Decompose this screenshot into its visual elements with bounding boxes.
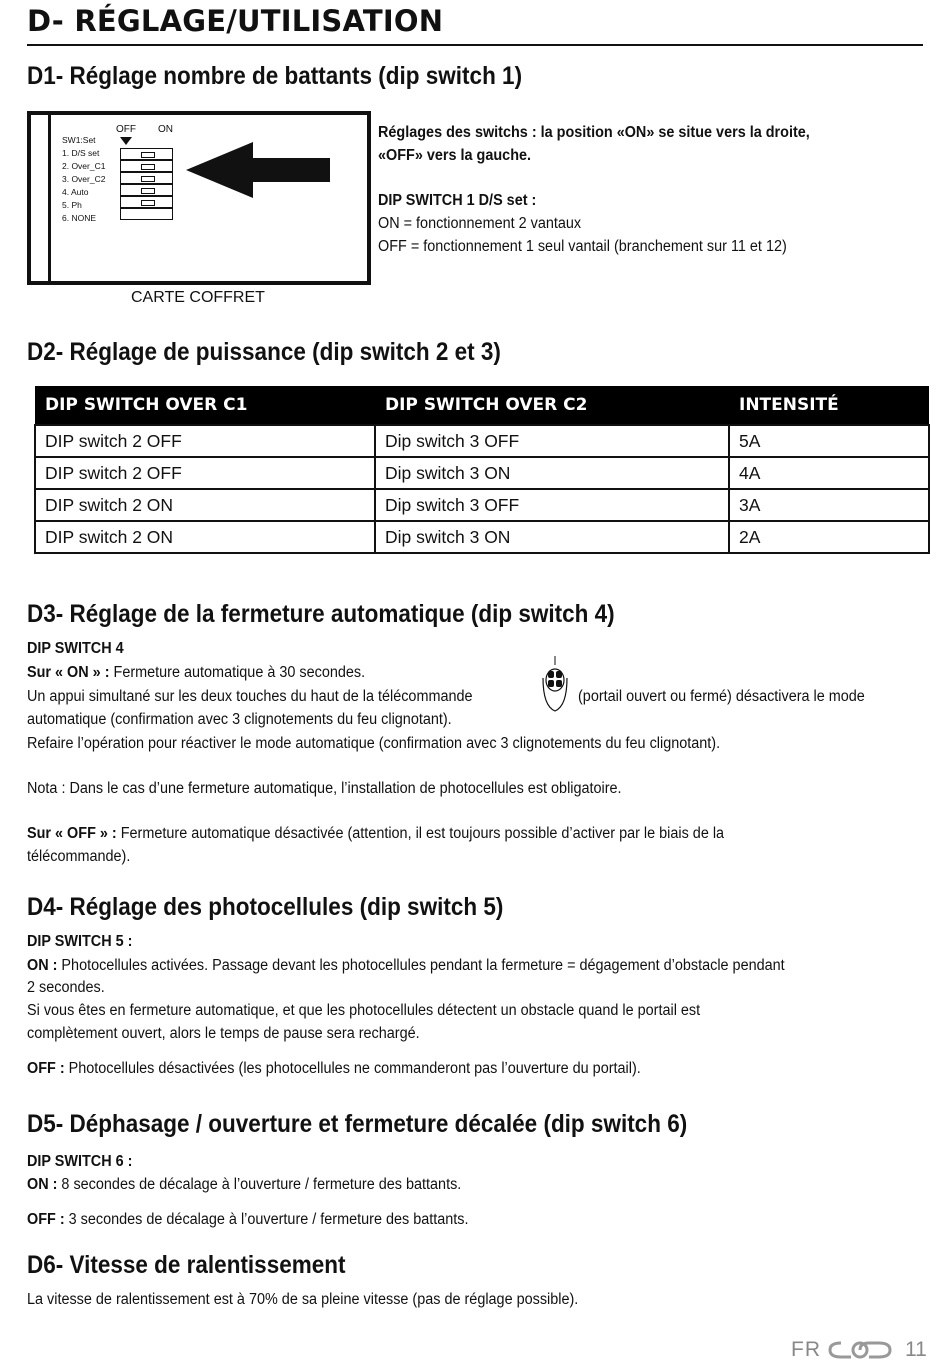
d5-on-line (27, 1173, 461, 1196)
d1-desc-line1: Réglages des switchs : la position «ON» se situe vers la droite, (378, 124, 810, 141)
d2-heading: D2- Réglage de puissance (dip switch 2 et 3) (27, 338, 501, 366)
d3-dip-title: DIP SWITCH 4 (27, 640, 124, 657)
d5-heading: D5- Déphasage / ouverture et fermeture décalée (dip switch 6) (27, 1110, 688, 1138)
power-table (34, 386, 930, 554)
col-header-c1: DIP SWITCH OVER C1 (35, 386, 375, 425)
switch-label-6: 6. NONE (62, 213, 97, 223)
d4-dip-title: DIP SWITCH 5 : (27, 933, 133, 950)
table-cell: DIP switch 2 OFF (35, 457, 375, 489)
off-pointer-icon (120, 137, 132, 146)
d3-line2a: Un appui simultané sur les deux touches du haut de la télécommande (27, 688, 473, 705)
page-title: D- RÉGLAGE/UTILISATION (27, 4, 444, 38)
d1-off-text: OFF = fonctionnement 1 seul vantail (branchement sur 11 et 12) (378, 238, 787, 255)
left-arrow-icon (186, 142, 332, 198)
switch-label-5: 5. Ph (62, 200, 82, 210)
d5-off-line (27, 1208, 469, 1231)
d4-on-text: Photocellules activées. Passage devant les photocellules pendant la fermeture = dégagement d’obstacle pendant (57, 957, 785, 974)
diagram-off-label: OFF (116, 124, 136, 135)
title-rule (27, 44, 923, 46)
switch-label-4: 4. Auto (62, 187, 89, 197)
diagram-on-label: ON (158, 124, 173, 135)
d6-heading: D6- Vitesse de ralentissement (27, 1251, 346, 1279)
table-cell: DIP switch 2 ON (35, 521, 375, 553)
switch-slot-2 (120, 160, 173, 172)
d3-off-line (27, 822, 724, 845)
remote-control-icon (540, 656, 570, 714)
diagram-caption: CARTE COFFRET (131, 289, 265, 306)
d3-off-label: Sur « OFF » : (27, 825, 117, 842)
d1-desc-line2: «OFF» vers la gauche. (378, 147, 532, 164)
table-row (35, 521, 929, 553)
d3-on-text: Fermeture automatique à 30 secondes. (109, 664, 366, 681)
switch-slot-6 (120, 208, 173, 220)
d3-nota: Nota : Dans le cas d’une fermeture automatique, l’installation de photocellules est obligatoire. (27, 780, 622, 797)
d1-on-text: ON = fonctionnement 2 vantaux (378, 215, 582, 232)
d1-heading: D1- Réglage nombre de battants (dip switch 1) (27, 62, 523, 90)
table-cell: Dip switch 3 ON (375, 457, 729, 489)
d4-on-text2: 2 secondes. (27, 979, 105, 996)
d4-on-line (27, 954, 785, 977)
col-header-intensite: INTENSITÉ (729, 386, 929, 425)
d4-off-label: OFF : (27, 1060, 65, 1077)
d5-off-label: OFF : (27, 1211, 65, 1228)
table-cell: Dip switch 3 OFF (375, 425, 729, 457)
d5-on-text: 8 secondes de décalage à l’ouverture / fermeture des battants. (57, 1176, 462, 1193)
d3-line3: automatique (confirmation avec 3 clignotements du feu clignotant). (27, 711, 452, 728)
d6-text: La vitesse de ralentissement est à 70% de sa pleine vitesse (pas de réglage possible). (27, 1291, 579, 1308)
table-cell: Dip switch 3 OFF (375, 489, 729, 521)
d3-line2b: (portail ouvert ou fermé) désactivera le mode (578, 688, 865, 705)
table-header-row (35, 386, 929, 425)
d5-dip-title: DIP SWITCH 6 : (27, 1153, 133, 1170)
table-cell: 2A (729, 521, 929, 553)
sw-title: SW1:Set (62, 135, 96, 145)
d3-on-line (27, 661, 365, 684)
d4-off-text: Photocellules désactivées (les photocellules ne commanderont pas l’ouverture du portail). (64, 1060, 641, 1077)
d5-off-text: 3 secondes de décalage à l’ouverture / fermeture des battants. (64, 1211, 469, 1228)
brand-logo-icon (827, 1339, 893, 1361)
d3-off-text2: télécommande). (27, 848, 131, 865)
d3-on-label: Sur « ON » : (27, 664, 110, 681)
d3-off-text: Fermeture automatique désactivée (attention, il est toujours possible d’activer par le biais de la (116, 825, 725, 842)
table-cell: Dip switch 3 ON (375, 521, 729, 553)
d3-line4: Refaire l’opération pour réactiver le mode automatique (confirmation avec 3 clignotements du feu clignotant). (27, 735, 721, 752)
footer-lang: FR (791, 1338, 821, 1361)
table-row (35, 489, 929, 521)
table-cell: 3A (729, 489, 929, 521)
table-cell: DIP switch 2 OFF (35, 425, 375, 457)
diagram-bar (48, 115, 51, 281)
col-header-c2: DIP SWITCH OVER C2 (375, 386, 729, 425)
switch-diagram (27, 111, 371, 285)
d3-heading: D3- Réglage de la fermeture automatique (dip switch 4) (27, 600, 615, 628)
switch-label-2: 2. Over_C1 (62, 161, 106, 171)
d4-heading: D4- Réglage des photocellules (dip switch 5) (27, 893, 504, 921)
switch-label-1: 1. D/S set (62, 148, 100, 158)
switch-slot-4 (120, 184, 173, 196)
d4-line4: complètement ouvert, alors le temps de pause sera rechargé. (27, 1025, 420, 1042)
switch-label-3: 3. Over_C2 (62, 174, 106, 184)
d4-off-line (27, 1057, 641, 1080)
switch-slot-1 (120, 148, 173, 160)
table-cell: DIP switch 2 ON (35, 489, 375, 521)
table-row (35, 425, 929, 457)
switch-slot-5 (120, 196, 173, 208)
table-row (35, 457, 929, 489)
d4-on-label: ON : (27, 957, 58, 974)
d4-line3: Si vous êtes en fermeture automatique, et que les photocellules détectent un obstacle quand le portail est (27, 1002, 701, 1019)
d5-on-label: ON : (27, 1176, 58, 1193)
table-cell: 5A (729, 425, 929, 457)
page-number: 11 (905, 1338, 927, 1361)
table-cell: 4A (729, 457, 929, 489)
d1-dip-title: DIP SWITCH 1 D/S set : (378, 192, 537, 209)
switch-slot-3 (120, 172, 173, 184)
